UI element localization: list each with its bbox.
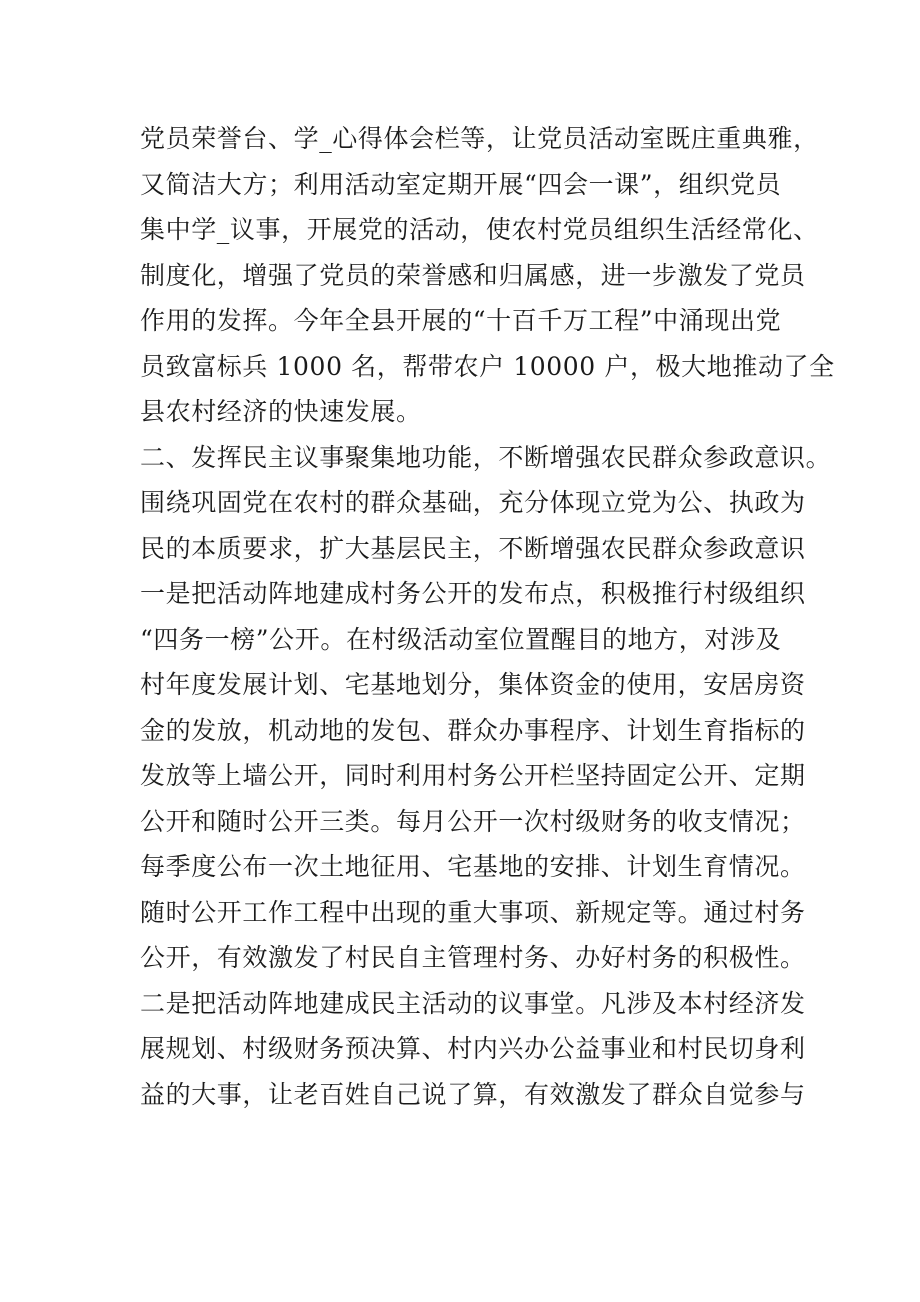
text-line: 随时公开工作工程中出现的重大事项、新规定等。通过村务 — [140, 897, 806, 927]
text-line: 党员荣誉台、学_心得体会栏等，让党员活动室既庄重典雅， — [140, 124, 819, 153]
section-heading: 二、发挥民主议事聚集地功能，不断增强农民群众参政意识。 — [140, 442, 832, 472]
text-line: 作用的发挥。今年全县开展的“十百千万工程”中涌现出党 — [140, 306, 782, 335]
text-line: 制度化，增强了党员的荣誉感和归属感，进一步激发了党员 — [140, 260, 806, 290]
text-line: 一是把活动阵地建成村务公开的发布点，积极推行村级组织 — [140, 579, 806, 608]
text-line: 围绕巩固党在农村的群众基础，充分体现立党为公、执政为 — [140, 488, 806, 517]
text-line: “四务一榜”公开。在村级活动室位置醒目的地方，对涉及 — [140, 624, 782, 654]
text-line: 二是把活动阵地建成民主活动的议事堂。凡涉及本村经济发 — [140, 988, 806, 1018]
text-line: 金的发放，机动地的发包、群众办事程序、计划生育指标的 — [140, 715, 806, 745]
text-line: 员致富标兵 1000 名，帮带农户 10000 户，极大地推动了全 — [140, 351, 835, 381]
text-line: 民的本质要求，扩大基层民主，不断增强农民群众参政意识 — [140, 533, 806, 563]
text-line: 发放等上墙公开，同时利用村务公开栏坚持固定公开、定期 — [140, 761, 806, 790]
text-line: 益的大事，让老百姓自己说了算，有效激发了群众自觉参与 — [140, 1079, 806, 1109]
text-line: 展规划、村级财务预决算、村内兴办公益事业和村民切身利 — [140, 1034, 806, 1063]
text-line: 县农村经济的快速发展。 — [140, 397, 422, 426]
document-body — [140, 116, 835, 1117]
text-line: 又简洁大方；利用活动室定期开展“四会一课”，组织党员 — [140, 169, 782, 199]
text-line: 村年度发展计划、宅基地划分，集体资金的使用，安居房资 — [140, 670, 806, 699]
text-line: 每季度公布一次土地征用、宅基地的安排、计划生育情况。 — [140, 852, 806, 881]
text-line: 公开，有效激发了村民自主管理村务、办好村务的积极性。 — [140, 943, 806, 972]
text-line: 集中学_议事，开展党的活动，使农村党员组织生活经常化、 — [140, 215, 819, 244]
text-line: 公开和随时公开三类。每月公开一次村级财务的收支情况； — [140, 806, 806, 836]
